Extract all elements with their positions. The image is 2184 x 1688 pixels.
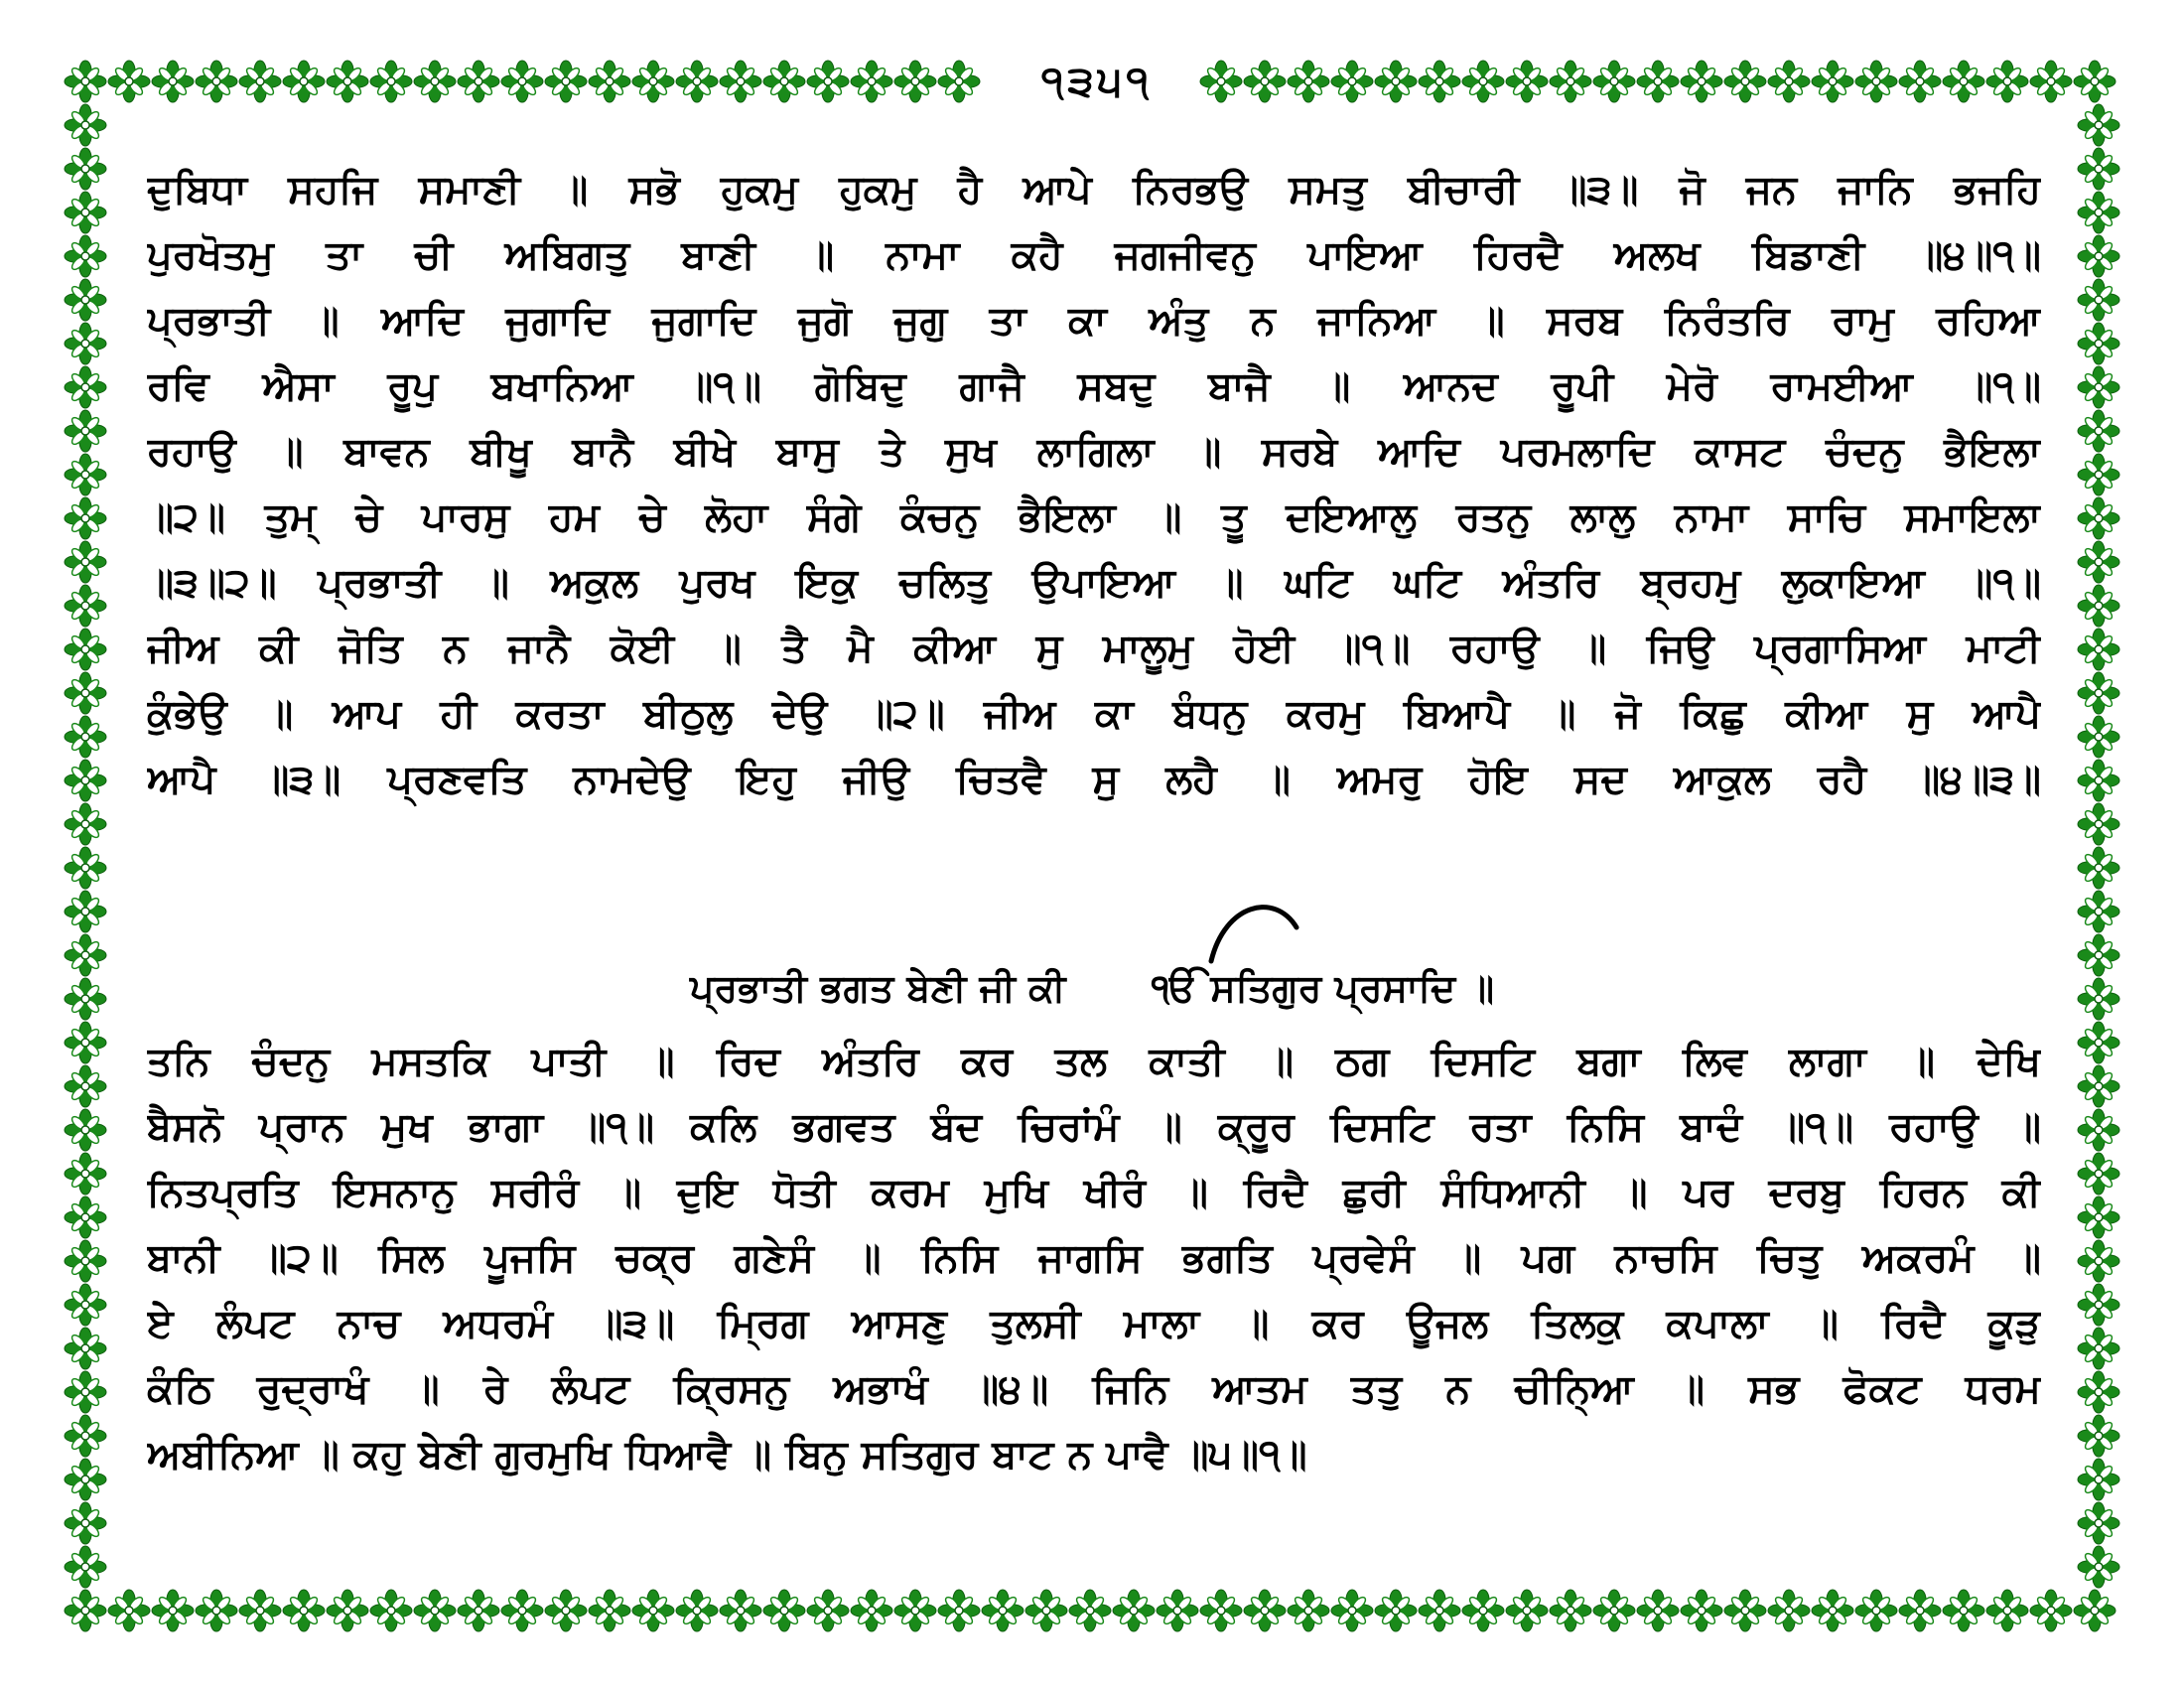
- flower-border-icon: [2077, 1458, 2120, 1501]
- flower-border-icon: [107, 1589, 151, 1632]
- flower-border-right: [2077, 103, 2120, 1589]
- flower-border-icon: [64, 322, 107, 365]
- flower-border-icon: [64, 234, 107, 278]
- flower-border-icon: [457, 1589, 500, 1632]
- flower-border-icon: [2077, 191, 2120, 234]
- flower-border-icon: [151, 60, 195, 103]
- flower-border-icon: [500, 60, 544, 103]
- gurbani-line: ਪੁਰਖੋਤਮੁ ਤਾ ਚੀ ਅਬਿਗਤੁ ਬਾਣੀ ॥ ਨਾਮਾ ਕਹੈ ਜਗਜੀਵਨੁ ਪਾਇਆ ਹਿਰਦੈ ਅਲਖ ਬਿਡਾਣੀ ॥੪॥੧॥: [147, 232, 2041, 278]
- flower-border-icon: [2077, 1370, 2120, 1414]
- flower-border-icon: [2077, 1196, 2120, 1239]
- flower-border-icon: [64, 103, 107, 147]
- flower-border-icon: [1680, 60, 1723, 103]
- flower-border-icon: [2077, 1152, 2120, 1196]
- flower-border-icon: [2077, 1283, 2120, 1327]
- flower-border-icon: [1942, 60, 1985, 103]
- flower-border-icon: [369, 60, 413, 103]
- flower-border-icon: [413, 60, 457, 103]
- ek-onkar-arc-icon: [1191, 896, 1310, 965]
- flower-border-icon: [64, 365, 107, 409]
- flower-border-icon: [500, 1589, 544, 1632]
- flower-border-icon: [64, 1108, 107, 1152]
- flower-border-icon: [1549, 60, 1592, 103]
- raag-heading: ਪ੍ਰਭਾਤੀ ਭਗਤ ਬੇਣੀ ਜੀ ਕੀ: [690, 966, 1066, 1010]
- flower-border-icon: [2073, 1589, 2116, 1632]
- flower-border-icon: [588, 1589, 631, 1632]
- flower-border-icon: [64, 1152, 107, 1196]
- gurbani-line: ਪ੍ਰਭਾਤੀ ॥ ਆਦਿ ਜੁਗਾਦਿ ਜੁਗਾਦਿ ਜੁਗੋ ਜੁਗੁ ਤਾ ਕਾ ਅੰਤੁ ਨ ਜਾਨਿਆ ॥ ਸਰਬ ਨਿਰੰਤਰਿ ਰਾਮੁ ਰਹਿਆ: [147, 298, 2041, 344]
- flower-border-icon: [1505, 1589, 1549, 1632]
- flower-border-icon: [1767, 1589, 1811, 1632]
- flower-border-icon: [893, 60, 937, 103]
- flower-border-icon: [1811, 1589, 1854, 1632]
- flower-border-icon: [64, 802, 107, 846]
- flower-border-icon: [64, 147, 107, 191]
- flower-border-icon: [282, 60, 326, 103]
- flower-border-icon: [1723, 1589, 1767, 1632]
- flower-border-icon: [64, 1414, 107, 1458]
- flower-border-icon: [64, 1589, 107, 1632]
- flower-border-icon: [64, 671, 107, 715]
- gurbani-line: ਬਾਨੀ ॥੨॥ ਸਿਲ ਪੂਜਸਿ ਚਕ੍ਰ ਗਣੇਸੰ ॥ ਨਿਸਿ ਜਾਗਸਿ ਭਗਤਿ ਪ੍ਰਵੇਸੰ ॥ ਪਗ ਨਾਚਸਿ ਚਿਤੁ ਅਕਰਮੰ ॥: [147, 1235, 2041, 1281]
- flower-border-icon: [326, 1589, 369, 1632]
- flower-border-icon: [1723, 60, 1767, 103]
- flower-border-icon: [1811, 60, 1854, 103]
- flower-border-icon: [2077, 278, 2120, 322]
- flower-border-icon: [2077, 147, 2120, 191]
- gurbani-line: ਜੀਅ ਕੀ ਜੋਤਿ ਨ ਜਾਨੈ ਕੋਈ ॥ ਤੈ ਮੈ ਕੀਆ ਸੁ ਮਾਲੂਮੁ ਹੋਈ ॥੧॥ ਰਹਾਉ ॥ ਜਿਉ ਪ੍ਰਗਾਸਿਆ ਮਾਟੀ: [147, 626, 2041, 671]
- flower-border-icon: [1636, 1589, 1680, 1632]
- flower-border-icon: [64, 278, 107, 322]
- flower-border-icon: [1592, 60, 1636, 103]
- flower-border-icon: [762, 1589, 806, 1632]
- flower-border-icon: [1243, 60, 1287, 103]
- shabad-heading: [0, 953, 2184, 1023]
- flower-border-icon: [806, 60, 850, 103]
- flower-border-icon: [2077, 1501, 2120, 1545]
- gurbani-line: ॥੩॥੨॥ ਪ੍ਰਭਾਤੀ ॥ ਅਕੁਲ ਪੁਰਖ ਇਕੁ ਚਲਿਤੁ ਉਪਾਇਆ ॥ ਘਟਿ ਘਟਿ ਅੰਤਰਿ ਬ੍ਰਹਮੁ ਲੁਕਾਇਆ ॥੧॥: [147, 560, 2041, 606]
- flower-border-icon: [457, 60, 500, 103]
- flower-border-icon: [1505, 60, 1549, 103]
- flower-border-icon: [719, 1589, 762, 1632]
- flower-border-icon: [2077, 890, 2120, 933]
- flower-border-icon: [850, 1589, 893, 1632]
- flower-border-icon: [64, 1021, 107, 1064]
- flower-border-icon: [544, 1589, 588, 1632]
- flower-border-left: [64, 103, 107, 1589]
- flower-border-icon: [544, 60, 588, 103]
- flower-border-icon: [195, 60, 238, 103]
- flower-border-icon: [2077, 234, 2120, 278]
- flower-border-icon: [2077, 1414, 2120, 1458]
- flower-border-icon: [981, 1589, 1024, 1632]
- flower-border-icon: [238, 1589, 282, 1632]
- flower-border-icon: [1898, 60, 1942, 103]
- shabad-section-beni: [147, 1029, 2041, 1487]
- flower-border-icon: [1243, 1589, 1287, 1632]
- flower-border-icon: [2077, 715, 2120, 759]
- flower-border-icon: [64, 496, 107, 540]
- flower-border-icon: [64, 1064, 107, 1108]
- flower-border-icon: [2077, 540, 2120, 584]
- flower-border-icon: [2073, 60, 2116, 103]
- flower-border-icon: [675, 60, 719, 103]
- flower-border-icon: [2077, 1064, 2120, 1108]
- flower-border-icon: [1942, 1589, 1985, 1632]
- flower-border-icon: [2077, 846, 2120, 890]
- gurbani-line: ਅਬੀਨਿਆ ॥ ਕਹੁ ਬੇਣੀ ਗੁਰਮੁਖਿ ਧਿਆਵੈ ॥ ਬਿਨੁ ਸਤਿਗੁਰ ਬਾਟ ਨ ਪਾਵੈ ॥੫॥੧॥: [147, 1432, 1307, 1477]
- flower-border-icon: [2077, 409, 2120, 453]
- flower-border-icon: [1156, 1589, 1199, 1632]
- flower-border-bottom: [64, 1589, 2116, 1632]
- flower-border-icon: [64, 1196, 107, 1239]
- gurbani-line: ਕੰਠਿ ਰੁਦ੍ਰਾਖੰ ॥ ਰੇ ਲੰਪਟ ਕ੍ਰਿਸਨੁ ਅਭਾਖੰ ॥੪॥ ਜਿਨਿ ਆਤਮ ਤਤੁ ਨ ਚੀਨਿ੍ਆ ॥ ਸਭ ਫੋਕਟ ਧਰਮ: [147, 1366, 2041, 1412]
- flower-border-icon: [1854, 1589, 1898, 1632]
- flower-border-icon: [2077, 365, 2120, 409]
- shabad-section-namdev: [147, 157, 2041, 812]
- flower-border-icon: [2077, 1239, 2120, 1283]
- flower-border-icon: [151, 1589, 195, 1632]
- flower-border-icon: [1374, 60, 1418, 103]
- flower-border-icon: [107, 60, 151, 103]
- flower-border-icon: [762, 60, 806, 103]
- flower-border-icon: [2029, 60, 2073, 103]
- flower-border-icon: [2077, 453, 2120, 496]
- flower-border-icon: [1767, 60, 1811, 103]
- flower-border-icon: [64, 584, 107, 628]
- flower-border-icon: [806, 1589, 850, 1632]
- gurbani-line: ਏ ਲੰਪਟ ਨਾਚ ਅਧਰਮੰ ॥੩॥ ਮ੍ਰਿਗ ਆਸਣੁ ਤੁਲਸੀ ਮਾਲਾ ॥ ਕਰ ਊਜਲ ਤਿਲਕੁ ਕਪਾਲਾ ॥ ਰਿਦੈ ਕੂੜੁ: [147, 1301, 2041, 1346]
- flower-border-icon: [64, 453, 107, 496]
- flower-border-icon: [2077, 802, 2120, 846]
- flower-border-icon: [850, 60, 893, 103]
- flower-border-icon: [1854, 60, 1898, 103]
- flower-border-icon: [675, 1589, 719, 1632]
- flower-border-icon: [64, 1545, 107, 1589]
- flower-border-icon: [369, 1589, 413, 1632]
- flower-border-icon: [1461, 60, 1505, 103]
- flower-border-icon: [1287, 60, 1330, 103]
- flower-border-icon: [282, 1589, 326, 1632]
- flower-border-icon: [1898, 1589, 1942, 1632]
- flower-border-icon: [64, 540, 107, 584]
- flower-border-icon: [2077, 671, 2120, 715]
- flower-border-icon: [1199, 60, 1243, 103]
- flower-border-icon: [631, 1589, 675, 1632]
- flower-border-icon: [1068, 1589, 1112, 1632]
- flower-border-icon: [1461, 1589, 1505, 1632]
- flower-border-icon: [64, 759, 107, 802]
- flower-border-icon: [1636, 60, 1680, 103]
- flower-border-icon: [2077, 103, 2120, 147]
- flower-border-icon: [2077, 496, 2120, 540]
- flower-border-icon: [413, 1589, 457, 1632]
- flower-border-icon: [238, 60, 282, 103]
- flower-border-icon: [1287, 1589, 1330, 1632]
- page-number: ੧੩੫੧: [1003, 52, 1191, 111]
- flower-border-icon: [64, 1283, 107, 1327]
- flower-border-icon: [64, 191, 107, 234]
- flower-border-icon: [2077, 759, 2120, 802]
- flower-border-icon: [64, 1370, 107, 1414]
- flower-border-icon: [1418, 60, 1461, 103]
- flower-border-icon: [64, 1501, 107, 1545]
- flower-border-icon: [64, 409, 107, 453]
- flower-border-icon: [2029, 1589, 2073, 1632]
- flower-border-icon: [1985, 1589, 2029, 1632]
- flower-border-icon: [326, 60, 369, 103]
- mangal-heading: ੴ ਸਤਿਗੁਰ ਪ੍ਰਸਾਦਿ ॥: [1151, 966, 1494, 1010]
- flower-border-icon: [631, 60, 675, 103]
- flower-border-icon: [2077, 322, 2120, 365]
- flower-border-icon: [64, 1327, 107, 1370]
- flower-border-icon: [1199, 1589, 1243, 1632]
- gurbani-line: ਰਵਿ ਐਸਾ ਰੂਪੁ ਬਖਾਨਿਆ ॥੧॥ ਗੋਬਿਦੁ ਗਾਜੈ ਸਬਦੁ ਬਾਜੈ ॥ ਆਨਦ ਰੂਪੀ ਮੇਰੋ ਰਾਮਈਆ ॥੧॥: [147, 363, 2041, 409]
- flower-border-icon: [64, 628, 107, 671]
- gurbani-line: ਤਨਿ ਚੰਦਨੁ ਮਸਤਕਿ ਪਾਤੀ ॥ ਰਿਦ ਅੰਤਰਿ ਕਰ ਤਲ ਕਾਤੀ ॥ ਠਗ ਦਿਸਟਿ ਬਗਾ ਲਿਵ ਲਾਗਾ ॥ ਦੇਖਿ: [147, 1039, 2041, 1084]
- gurbani-line: ॥੨॥ ਤੁਮ੍ ਚੇ ਪਾਰਸੁ ਹਮ ਚੇ ਲੋਹਾ ਸੰਗੇ ਕੰਚਨੁ ਭੈਇਲਾ ॥ ਤੂ ਦਇਆਲੁ ਰਤਨੁ ਲਾਲੁ ਨਾਮਾ ਸਾਚਿ ਸਮਾਇਲਾ: [147, 494, 2041, 540]
- flower-border-icon: [937, 60, 981, 103]
- flower-border-icon: [195, 1589, 238, 1632]
- flower-border-icon: [588, 60, 631, 103]
- flower-border-icon: [893, 1589, 937, 1632]
- flower-border-icon: [64, 715, 107, 759]
- flower-border-icon: [64, 846, 107, 890]
- flower-border-icon: [64, 60, 107, 103]
- flower-border-icon: [64, 1239, 107, 1283]
- flower-border-icon: [64, 890, 107, 933]
- flower-border-icon: [2077, 584, 2120, 628]
- flower-border-icon: [2077, 1108, 2120, 1152]
- gurbani-line: ਦੁਬਿਧਾ ਸਹਜਿ ਸਮਾਣੀ ॥ ਸਭੋ ਹੁਕਮੁ ਹੁਕਮੁ ਹੈ ਆਪੇ ਨਿਰਭਉ ਸਮਤੁ ਬੀਚਾਰੀ ॥੩॥ ਜੋ ਜਨ ਜਾਨਿ ਭਜਹਿ: [147, 167, 2041, 212]
- flower-border-icon: [1330, 1589, 1374, 1632]
- flower-border-icon: [1418, 1589, 1461, 1632]
- gurbani-line: ਆਪੈ ॥੩॥ ਪ੍ਰਣਵਤਿ ਨਾਮਦੇਉ ਇਹੁ ਜੀਉ ਚਿਤਵੈ ਸੁ ਲਹੈ ॥ ਅਮਰੁ ਹੋਇ ਸਦ ਆਕੁਲ ਰਹੈ ॥੪॥੩॥: [147, 757, 2041, 802]
- flower-border-icon: [1549, 1589, 1592, 1632]
- flower-border-icon: [1592, 1589, 1636, 1632]
- flower-border-icon: [1374, 1589, 1418, 1632]
- flower-border-icon: [1024, 1589, 1068, 1632]
- flower-border-icon: [1112, 1589, 1156, 1632]
- flower-border-icon: [1985, 60, 2029, 103]
- flower-border-icon: [719, 60, 762, 103]
- flower-border-icon: [2077, 1327, 2120, 1370]
- gurbani-line: ਬੈਸਨੋ ਪ੍ਰਾਨ ਮੁਖ ਭਾਗਾ ॥੧॥ ਕਲਿ ਭਗਵਤ ਬੰਦ ਚਿਰਾਂਮੰ ॥ ਕ੍ਰੂਰ ਦਿਸਟਿ ਰਤਾ ਨਿਸਿ ਬਾਦੰ ॥੧॥ ਰਹਾਉ ॥: [147, 1104, 2041, 1150]
- flower-border-icon: [2077, 1545, 2120, 1589]
- gurbani-line: ਕੁੰਭੇਉ ॥ ਆਪ ਹੀ ਕਰਤਾ ਬੀਠੁਲੁ ਦੇਉ ॥੨॥ ਜੀਅ ਕਾ ਬੰਧਨੁ ਕਰਮੁ ਬਿਆਪੈ ॥ ਜੋ ਕਿਛੁ ਕੀਆ ਸੁ ਆਪੈ: [147, 691, 2041, 737]
- flower-border-icon: [937, 1589, 981, 1632]
- flower-border-icon: [2077, 628, 2120, 671]
- gurbani-line: ਰਹਾਉ ॥ ਬਾਵਨ ਬੀਖੂ ਬਾਨੈ ਬੀਖੇ ਬਾਸੁ ਤੇ ਸੁਖ ਲਾਗਿਲਾ ॥ ਸਰਬੇ ਆਦਿ ਪਰਮਲਾਦਿ ਕਾਸਟ ਚੰਦਨੁ ਭੈਇਲਾ: [147, 429, 2041, 475]
- flower-border-icon: [64, 1458, 107, 1501]
- gurbani-line: ਨਿਤਪ੍ਰਤਿ ਇਸਨਾਨੁ ਸਰੀਰੰ ॥ ਦੁਇ ਧੋਤੀ ਕਰਮ ਮੁਖਿ ਖੀਰੰ ॥ ਰਿਦੈ ਛੁਰੀ ਸੰਧਿਆਨੀ ॥ ਪਰ ਦਰਬੁ ਹਿਰਨ ਕੀ: [147, 1170, 2041, 1215]
- flower-border-icon: [2077, 1021, 2120, 1064]
- flower-border-icon: [1680, 1589, 1723, 1632]
- flower-border-icon: [1330, 60, 1374, 103]
